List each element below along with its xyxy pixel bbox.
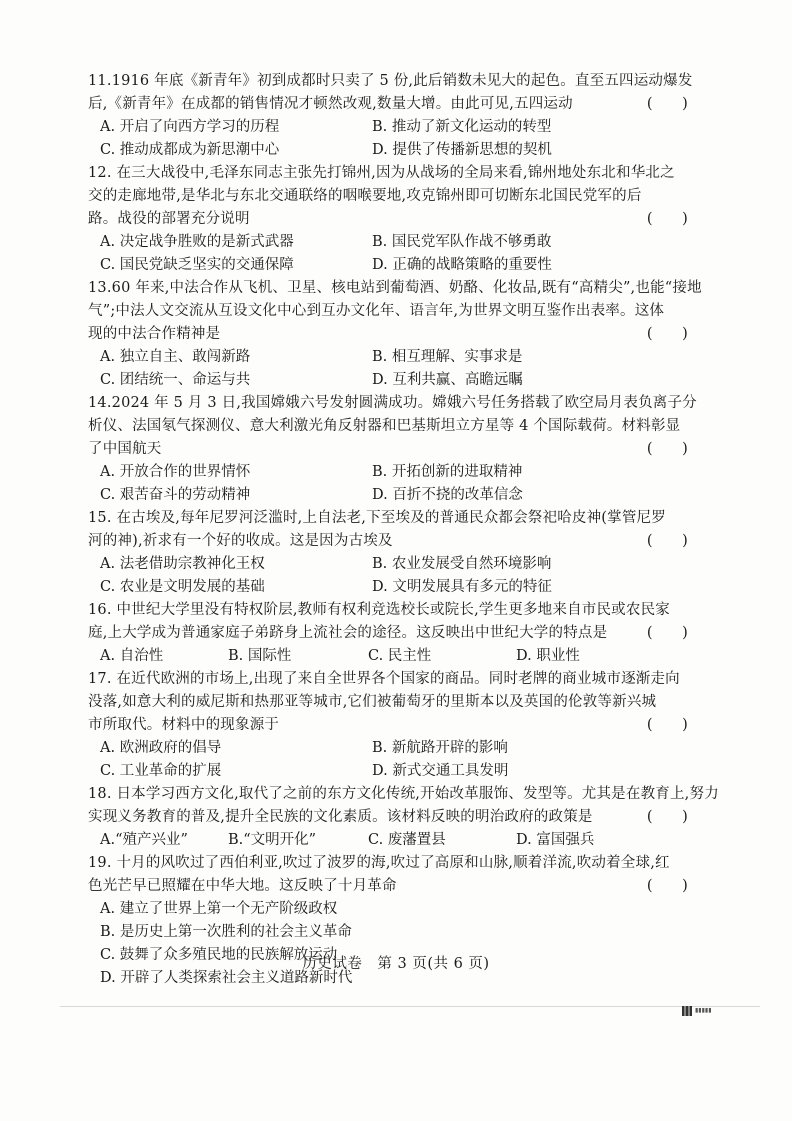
options-group bbox=[88, 737, 688, 783]
option-b: B. 开拓创新的进取精神 bbox=[372, 464, 523, 480]
question-13 bbox=[88, 277, 702, 392]
option-b: B. 国民党军队作战不够勇敢 bbox=[372, 234, 552, 250]
question-stem-text: 14.2024 年 5 月 3 日,我国嫦娥六号发射圆满成功。嫦娥六号任务搭载了欧空局月表负离子分 bbox=[88, 395, 697, 411]
question-stem-line bbox=[88, 415, 688, 438]
option-a: A. 开放合作的世界情怀 bbox=[100, 464, 251, 480]
option-a: A. 决定战争胜败的是新式武器 bbox=[100, 234, 294, 250]
question-14 bbox=[88, 392, 697, 507]
options-group bbox=[88, 461, 688, 507]
option-c: C. 工业革命的扩展 bbox=[100, 763, 222, 779]
option-c: C. 废藩置县 bbox=[368, 832, 446, 848]
page-footer: 历史试卷 第 3 页(共 6 页) bbox=[302, 956, 490, 972]
question-stem-line bbox=[88, 507, 688, 530]
option-d: D. 正确的战略策略的重要性 bbox=[372, 257, 552, 273]
option-d: D. 开辟了人类探索社会主义道路新时代 bbox=[100, 970, 353, 986]
question-stem-text: 12. 在三大战役中,毛泽东同志主张先打锦州,因为从战场的全局来看,锦州地处东北和华北之 bbox=[88, 165, 675, 181]
option-a: A. 建立了世界上第一个无产阶级政权 bbox=[100, 901, 338, 917]
options-group bbox=[88, 231, 688, 277]
option-b: B. 农业发展受自然环境影响 bbox=[372, 556, 552, 572]
options-group bbox=[88, 346, 688, 392]
answer-blank: ( ) bbox=[646, 625, 688, 641]
options-group bbox=[88, 645, 688, 668]
option-a: A. 法老借助宗教神化王权 bbox=[100, 556, 265, 572]
question-17 bbox=[88, 668, 688, 783]
question-stem-line bbox=[88, 208, 688, 231]
option-a: A. 自治性 bbox=[100, 648, 164, 664]
question-stem-text: 色光芒早已照耀在中华大地。这反映了十月革命 bbox=[88, 878, 397, 894]
question-stem-text: 交的走廊地带,是华北与东北交通联络的咽喉要地,攻克锦州即可切断东北国民党军的后 bbox=[88, 188, 642, 204]
question-15 bbox=[88, 507, 688, 599]
question-stem-text: 没落,如意大利的威尼斯和热那亚等城市,它们被葡萄牙的里斯本以及英国的伦敦等新兴城 bbox=[88, 694, 657, 710]
question-stem-line bbox=[88, 70, 693, 93]
question-stem-text: 后,《新青年》在成都的销售情况才顿然改观,数量大增。由此可见,五四运动 bbox=[88, 96, 573, 112]
question-12 bbox=[88, 162, 688, 277]
question-stem-text: 11.1916 年底《新青年》初到成都时只卖了 5 份,此后销数未见大的起色。直至五四运动爆发 bbox=[88, 73, 693, 89]
question-stem-text: 现的中法合作精神是 bbox=[88, 326, 221, 342]
question-stem-line bbox=[88, 323, 688, 346]
qr-code-icon bbox=[682, 1006, 692, 1016]
option-c: C. 鼓舞了众多殖民地的民族解放运动 bbox=[100, 947, 338, 963]
question-11 bbox=[88, 70, 693, 162]
question-stem-line bbox=[88, 599, 688, 622]
option-c: C. 农业是文明发展的基础 bbox=[100, 579, 265, 595]
question-stem-text: 18. 日本学习西方文化,取代了之前的东方文化传统,开始改革服饰、发型等。尤其是在教育上,努力 bbox=[88, 786, 719, 802]
option-d: D. 提供了传播新思想的契机 bbox=[372, 142, 552, 158]
question-stem-text: 市所取代。材料中的现象源于 bbox=[88, 717, 280, 733]
question-stem-line bbox=[88, 530, 688, 553]
options-group bbox=[88, 898, 688, 990]
option-c: C. 民主性 bbox=[368, 648, 432, 664]
question-stem-line bbox=[88, 93, 688, 116]
answer-blank: ( ) bbox=[646, 441, 688, 457]
answer-blank: ( ) bbox=[646, 809, 688, 825]
scanner-watermark: ▮▮▮▮▮ bbox=[695, 1007, 712, 1014]
question-stem-line bbox=[88, 185, 688, 208]
option-b: B. 国际性 bbox=[228, 648, 292, 664]
question-stem-text: 路。战役的部署充分说明 bbox=[88, 211, 250, 227]
option-d: D. 互利共赢、高瞻远瞩 bbox=[372, 372, 523, 388]
question-stem-line bbox=[88, 162, 688, 185]
question-stem-line bbox=[88, 714, 688, 737]
answer-blank: ( ) bbox=[646, 878, 688, 894]
option-c: C. 团结统一、命运与共 bbox=[100, 372, 251, 388]
question-stem-text: 16. 中世纪大学里没有特权阶层,教师有权利竞选校长或院长,学生更多地来自市民或农民家 bbox=[88, 602, 670, 618]
question-stem-text: 实现义务教育的普及,提升全民族的文化素质。该材料反映的明治政府的政策是 bbox=[88, 809, 593, 825]
option-d: D. 职业性 bbox=[516, 648, 580, 664]
option-b: B. 是历史上第一次胜利的社会主义革命 bbox=[100, 924, 352, 940]
question-stem-line bbox=[88, 438, 688, 461]
option-a: A. 欧洲政府的倡导 bbox=[100, 740, 222, 756]
answer-blank: ( ) bbox=[646, 717, 688, 733]
question-stem-line bbox=[88, 875, 688, 898]
options-group bbox=[88, 116, 688, 162]
question-18 bbox=[88, 783, 719, 852]
option-a: A.“殖产兴业” bbox=[100, 832, 188, 848]
option-a: A. 开启了向西方学习的历程 bbox=[100, 119, 280, 135]
question-stem-text: 河的神),祈求有一个好的收成。这是因为古埃及 bbox=[88, 533, 393, 549]
question-stem-text: 19. 十月的风吹过了西伯利亚,吹过了波罗的海,吹过了高原和山脉,顺着洋流,吹动着全球,红 bbox=[88, 855, 670, 871]
answer-blank: ( ) bbox=[646, 326, 688, 342]
question-stem-line bbox=[88, 277, 702, 300]
option-a: A. 独立自主、敢闯新路 bbox=[100, 349, 251, 365]
question-stem-line bbox=[88, 392, 697, 415]
options-group bbox=[88, 553, 688, 599]
answer-blank: ( ) bbox=[646, 211, 688, 227]
options-group bbox=[88, 829, 688, 852]
answer-blank: ( ) bbox=[646, 96, 688, 112]
question-stem-text: 析仪、法国氡气探测仪、意大利激光角反射器和巴基斯坦立方星等 4 个国际载荷。材料彰显 bbox=[88, 418, 681, 434]
option-c: C. 推动成都成为新思潮中心 bbox=[100, 142, 280, 158]
option-b: B. 推动了新文化运动的转型 bbox=[372, 119, 552, 135]
question-list bbox=[88, 70, 719, 990]
question-stem-text: 13.60 年来,中法合作从飞机、卫星、核电站到葡萄酒、奶酪、化妆品,既有“高精尖”,也能“接地 bbox=[88, 280, 702, 296]
question-stem-line bbox=[88, 783, 719, 806]
question-stem-text: 17. 在近代欧洲的市场上,出现了来自全世界各个国家的商品。同时老牌的商业城市逐渐走向 bbox=[88, 671, 680, 687]
question-stem-text: 15. 在古埃及,每年尼罗河泛滥时,上自法老,下至埃及的普通民众都会祭祀哈皮神(掌管尼罗 bbox=[88, 510, 666, 526]
option-c: C. 艰苦奋斗的劳动精神 bbox=[100, 487, 251, 503]
question-stem-text: 庭,上大学成为普通家庭子弟跻身上流社会的途径。这反映出中世纪大学的特点是 bbox=[88, 625, 608, 641]
option-b: B.“文明开化” bbox=[228, 832, 317, 848]
option-d: D. 新式交通工具发明 bbox=[372, 763, 509, 779]
question-stem-text: 了中国航天 bbox=[88, 441, 162, 457]
question-stem-line bbox=[88, 300, 688, 323]
option-d: D. 富国强兵 bbox=[516, 832, 595, 848]
question-stem-line bbox=[88, 806, 688, 829]
question-16 bbox=[88, 599, 688, 668]
question-stem-line bbox=[88, 691, 688, 714]
question-stem-line bbox=[88, 622, 688, 645]
answer-blank: ( ) bbox=[646, 533, 688, 549]
question-stem-line bbox=[88, 668, 688, 691]
option-c: C. 国民党缺乏坚实的交通保障 bbox=[100, 257, 294, 273]
bottom-divider bbox=[60, 1006, 760, 1007]
option-b: B. 相互理解、实事求是 bbox=[372, 349, 523, 365]
option-b: B. 新航路开辟的影响 bbox=[372, 740, 508, 756]
option-d: D. 百折不挠的改革信念 bbox=[372, 487, 523, 503]
question-stem-text: 气”;中法人文交流从互设文化中心到互办文化年、语言年,为世界文明互鉴作出表率。这体 bbox=[88, 303, 665, 319]
option-d: D. 文明发展具有多元的特征 bbox=[372, 579, 552, 595]
question-stem-line bbox=[88, 852, 688, 875]
